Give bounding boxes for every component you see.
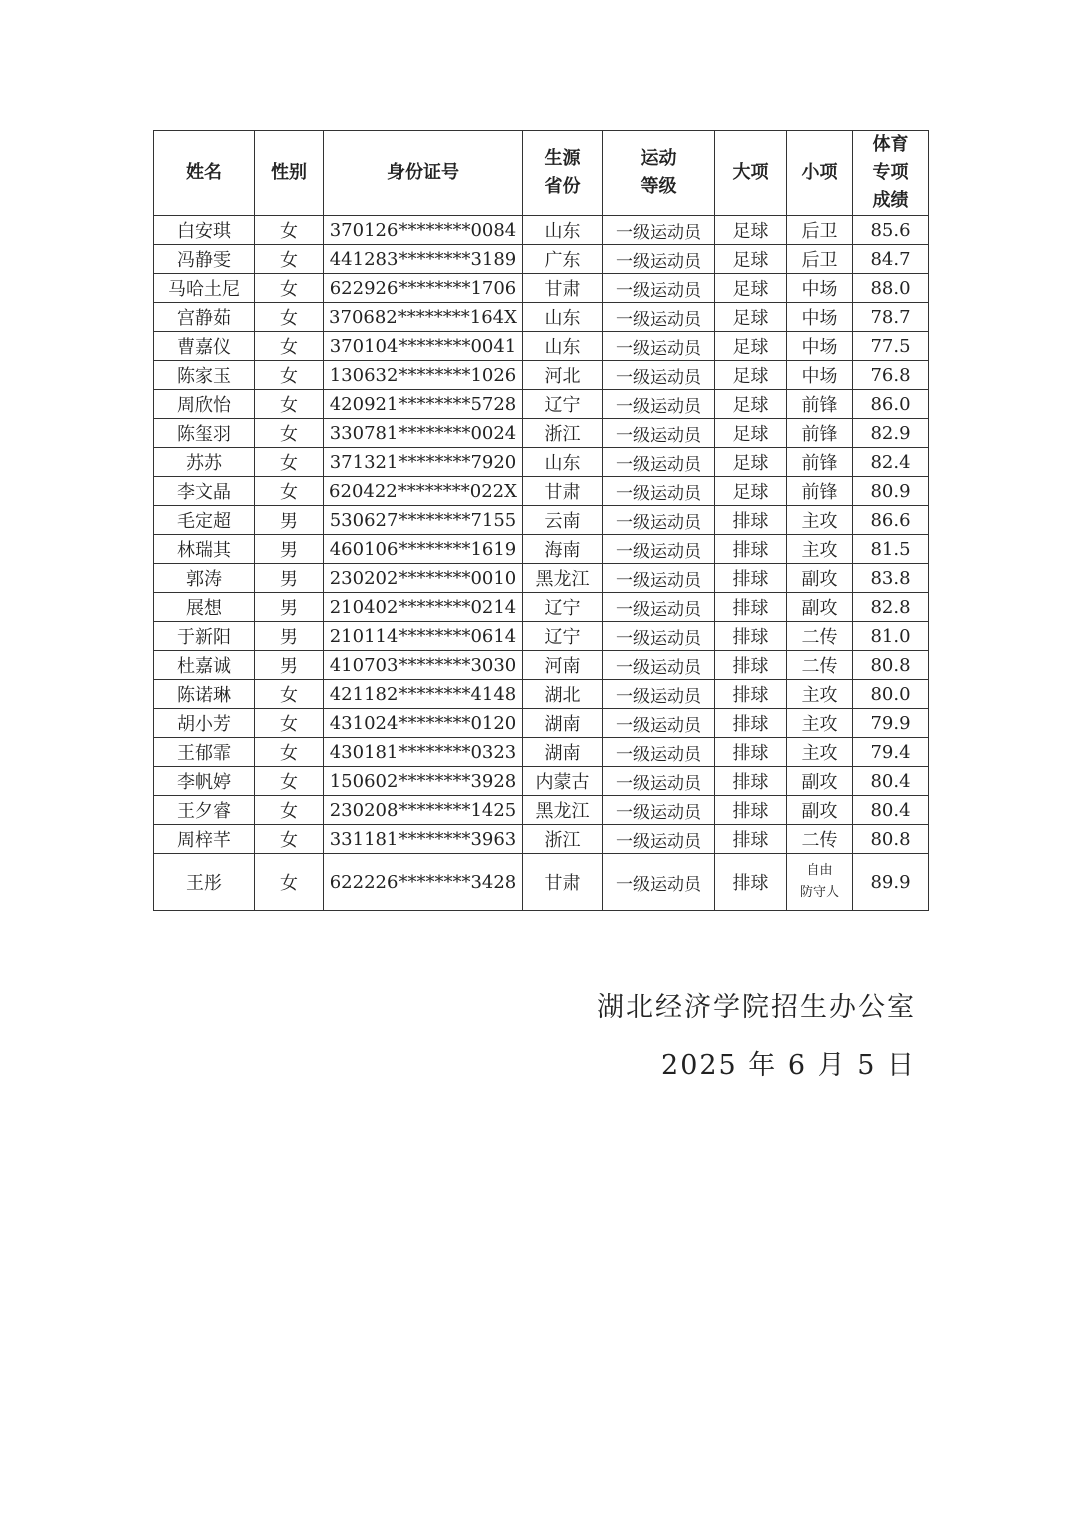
cell-province: 甘肃	[523, 854, 603, 911]
cell-position: 副攻	[787, 796, 853, 825]
cell-score: 77.5	[853, 332, 929, 361]
cell-score: 83.8	[853, 564, 929, 593]
cell-level: 一级运动员	[603, 854, 715, 911]
table-row	[154, 825, 929, 854]
cell-name: 毛定超	[154, 506, 255, 535]
cell-gender: 女	[255, 680, 324, 709]
table-row	[154, 216, 929, 245]
cell-gender: 女	[255, 274, 324, 303]
cell-score: 82.8	[853, 593, 929, 622]
cell-id-number: 370104********0041	[324, 332, 523, 361]
cell-level: 一级运动员	[603, 477, 715, 506]
cell-score: 81.5	[853, 535, 929, 564]
cell-level: 一级运动员	[603, 622, 715, 651]
cell-level: 一级运动员	[603, 419, 715, 448]
cell-sport: 排球	[715, 854, 787, 911]
cell-score: 80.8	[853, 825, 929, 854]
cell-position: 中场	[787, 303, 853, 332]
cell-gender: 女	[255, 361, 324, 390]
cell-name: 李文晶	[154, 477, 255, 506]
cell-id-number: 530627********7155	[324, 506, 523, 535]
cell-position: 后卫	[787, 245, 853, 274]
table-row	[154, 709, 929, 738]
cell-id-number: 460106********1619	[324, 535, 523, 564]
cell-province: 云南	[523, 506, 603, 535]
cell-score: 88.0	[853, 274, 929, 303]
cell-province: 甘肃	[523, 477, 603, 506]
cell-sport: 排球	[715, 564, 787, 593]
cell-gender: 男	[255, 535, 324, 564]
table-row	[154, 680, 929, 709]
cell-level: 一级运动员	[603, 564, 715, 593]
cell-sport: 排球	[715, 709, 787, 738]
table-row	[154, 767, 929, 796]
cell-sport: 排球	[715, 767, 787, 796]
header-gender-text: 性别	[271, 162, 307, 183]
cell-id-number: 430181********0323	[324, 738, 523, 767]
cell-position: 主攻	[787, 709, 853, 738]
cell-gender: 女	[255, 477, 324, 506]
cell-position: 主攻	[787, 738, 853, 767]
cell-name: 陈家玉	[154, 361, 255, 390]
cell-level: 一级运动员	[603, 390, 715, 419]
cell-score: 80.0	[853, 680, 929, 709]
cell-position: 前锋	[787, 448, 853, 477]
cell-province: 海南	[523, 535, 603, 564]
cell-score: 80.4	[853, 767, 929, 796]
header-position-text: 小项	[801, 162, 838, 183]
cell-score: 79.4	[853, 738, 929, 767]
cell-province: 内蒙古	[523, 767, 603, 796]
table-header-row	[154, 131, 929, 216]
cell-name: 冯静雯	[154, 245, 255, 274]
table-row	[154, 274, 929, 303]
cell-level: 一级运动员	[603, 535, 715, 564]
cell-id-number: 331181********3963	[324, 825, 523, 854]
cell-name: 展想	[154, 593, 255, 622]
cell-name: 周梓芊	[154, 825, 255, 854]
cell-score: 80.8	[853, 651, 929, 680]
cell-sport: 排球	[715, 535, 787, 564]
cell-id-number: 441283********3189	[324, 245, 523, 274]
cell-score: 82.4	[853, 448, 929, 477]
cell-position: 副攻	[787, 593, 853, 622]
cell-score: 86.6	[853, 506, 929, 535]
cell-name: 苏苏	[154, 448, 255, 477]
cell-sport: 排球	[715, 506, 787, 535]
cell-sport: 排球	[715, 593, 787, 622]
cell-sport: 足球	[715, 245, 787, 274]
cell-score: 76.8	[853, 361, 929, 390]
cell-sport: 足球	[715, 303, 787, 332]
cell-id-number: 420921********5728	[324, 390, 523, 419]
cell-score: 78.7	[853, 303, 929, 332]
cell-position: 主攻	[787, 535, 853, 564]
cell-name: 曹嘉仪	[154, 332, 255, 361]
cell-position: 中场	[787, 361, 853, 390]
cell-score: 82.9	[853, 419, 929, 448]
cell-position: 副攻	[787, 564, 853, 593]
cell-name: 林瑞其	[154, 535, 255, 564]
header-sport-text: 大项	[732, 162, 769, 183]
cell-level: 一级运动员	[603, 593, 715, 622]
cell-level: 一级运动员	[603, 274, 715, 303]
cell-gender: 男	[255, 506, 324, 535]
cell-name: 宫静茹	[154, 303, 255, 332]
cell-sport: 足球	[715, 216, 787, 245]
cell-level: 一级运动员	[603, 709, 715, 738]
cell-sport: 排球	[715, 622, 787, 651]
cell-position: 前锋	[787, 390, 853, 419]
header-score-text: 体育 专项 成绩	[872, 134, 909, 211]
cell-name: 于新阳	[154, 622, 255, 651]
cell-level: 一级运动员	[603, 680, 715, 709]
cell-sport: 排球	[715, 796, 787, 825]
cell-position: 前锋	[787, 477, 853, 506]
cell-id-number: 622226********3428	[324, 854, 523, 911]
cell-name: 李帆婷	[154, 767, 255, 796]
cell-score: 81.0	[853, 622, 929, 651]
cell-province: 湖南	[523, 738, 603, 767]
table-row	[154, 245, 929, 274]
cell-level: 一级运动员	[603, 767, 715, 796]
cell-id-number: 230208********1425	[324, 796, 523, 825]
cell-province: 山东	[523, 303, 603, 332]
cell-position: 二传	[787, 825, 853, 854]
cell-name: 郭涛	[154, 564, 255, 593]
cell-gender: 女	[255, 245, 324, 274]
cell-position: 二传	[787, 651, 853, 680]
table-row	[154, 448, 929, 477]
table-row	[154, 506, 929, 535]
cell-id-number: 370682********164X	[324, 303, 523, 332]
cell-id-number: 370126********0084	[324, 216, 523, 245]
cell-name: 马哈土尼	[154, 274, 255, 303]
cell-sport: 排球	[715, 825, 787, 854]
cell-province: 辽宁	[523, 390, 603, 419]
cell-position: 主攻	[787, 506, 853, 535]
admission-table	[153, 130, 929, 911]
cell-name: 王夕睿	[154, 796, 255, 825]
table-row	[154, 564, 929, 593]
cell-level: 一级运动员	[603, 825, 715, 854]
cell-id-number: 431024********0120	[324, 709, 523, 738]
cell-id-number: 620422********022X	[324, 477, 523, 506]
cell-id-number: 210114********0614	[324, 622, 523, 651]
header-level	[603, 131, 715, 216]
cell-province: 山东	[523, 216, 603, 245]
cell-level: 一级运动员	[603, 506, 715, 535]
cell-position: 副攻	[787, 767, 853, 796]
cell-id-number: 410703********3030	[324, 651, 523, 680]
cell-province: 河北	[523, 361, 603, 390]
header-name	[154, 131, 255, 216]
table-row	[154, 796, 929, 825]
cell-gender: 男	[255, 564, 324, 593]
cell-name: 白安琪	[154, 216, 255, 245]
cell-gender: 女	[255, 709, 324, 738]
table-row	[154, 332, 929, 361]
table-row	[154, 535, 929, 564]
cell-name: 周欣怡	[154, 390, 255, 419]
cell-province: 湖南	[523, 709, 603, 738]
header-position	[787, 131, 853, 216]
header-gender	[255, 131, 324, 216]
table-row	[154, 854, 929, 911]
table-row	[154, 303, 929, 332]
cell-sport: 足球	[715, 419, 787, 448]
issue-date: 2025 年 6 月 5 日	[661, 1050, 916, 1081]
cell-gender: 女	[255, 216, 324, 245]
header-province-text: 生源 省份	[544, 148, 581, 197]
table-row	[154, 477, 929, 506]
header-sport	[715, 131, 787, 216]
cell-id-number: 622926********1706	[324, 274, 523, 303]
cell-sport: 足球	[715, 274, 787, 303]
cell-gender: 女	[255, 390, 324, 419]
cell-position: 二传	[787, 622, 853, 651]
cell-gender: 男	[255, 593, 324, 622]
cell-sport: 足球	[715, 332, 787, 361]
issuer-organization: 湖北经济学院招生办公室	[597, 992, 916, 1023]
cell-gender: 女	[255, 825, 324, 854]
cell-id-number: 210402********0214	[324, 593, 523, 622]
cell-gender: 女	[255, 448, 324, 477]
cell-level: 一级运动员	[603, 332, 715, 361]
table-row	[154, 361, 929, 390]
cell-level: 一级运动员	[603, 651, 715, 680]
cell-province: 浙江	[523, 825, 603, 854]
header-level-text: 运动 等级	[640, 148, 677, 197]
cell-sport: 足球	[715, 361, 787, 390]
cell-gender: 女	[255, 796, 324, 825]
cell-province: 山东	[523, 332, 603, 361]
cell-id-number: 130632********1026	[324, 361, 523, 390]
cell-province: 山东	[523, 448, 603, 477]
cell-score: 80.4	[853, 796, 929, 825]
header-province	[523, 131, 603, 216]
cell-position: 前锋	[787, 419, 853, 448]
cell-name: 陈玺羽	[154, 419, 255, 448]
cell-province: 辽宁	[523, 593, 603, 622]
cell-gender: 女	[255, 854, 324, 911]
cell-sport: 足球	[715, 477, 787, 506]
cell-sport: 排球	[715, 651, 787, 680]
cell-sport: 排球	[715, 738, 787, 767]
header-id-number	[324, 131, 523, 216]
cell-province: 辽宁	[523, 622, 603, 651]
cell-position: 后卫	[787, 216, 853, 245]
cell-id-number: 371321********7920	[324, 448, 523, 477]
cell-name: 王郁霏	[154, 738, 255, 767]
cell-sport: 足球	[715, 448, 787, 477]
cell-id-number: 150602********3928	[324, 767, 523, 796]
cell-name: 陈诺琳	[154, 680, 255, 709]
cell-name: 杜嘉诚	[154, 651, 255, 680]
table-row	[154, 419, 929, 448]
cell-gender: 女	[255, 767, 324, 796]
header-name-text: 姓名	[186, 162, 222, 183]
cell-name: 胡小芳	[154, 709, 255, 738]
cell-level: 一级运动员	[603, 448, 715, 477]
table-row	[154, 651, 929, 680]
cell-score: 79.9	[853, 709, 929, 738]
cell-province: 黑龙江	[523, 796, 603, 825]
table-row	[154, 622, 929, 651]
table-row	[154, 593, 929, 622]
cell-name: 王彤	[154, 854, 255, 911]
header-id-number-text: 身份证号	[387, 162, 459, 183]
cell-sport: 足球	[715, 390, 787, 419]
cell-level: 一级运动员	[603, 216, 715, 245]
cell-score: 84.7	[853, 245, 929, 274]
cell-province: 甘肃	[523, 274, 603, 303]
cell-id-number: 421182********4148	[324, 680, 523, 709]
table-row	[154, 738, 929, 767]
cell-position: 主攻	[787, 680, 853, 709]
cell-level: 一级运动员	[603, 303, 715, 332]
cell-province: 湖北	[523, 680, 603, 709]
cell-province: 广东	[523, 245, 603, 274]
cell-province: 黑龙江	[523, 564, 603, 593]
cell-level: 一级运动员	[603, 361, 715, 390]
cell-level: 一级运动员	[603, 738, 715, 767]
cell-gender: 男	[255, 622, 324, 651]
cell-level: 一级运动员	[603, 245, 715, 274]
cell-gender: 女	[255, 332, 324, 361]
cell-score: 80.9	[853, 477, 929, 506]
cell-level: 一级运动员	[603, 796, 715, 825]
cell-id-number: 230202********0010	[324, 564, 523, 593]
cell-gender: 女	[255, 303, 324, 332]
cell-score: 85.6	[853, 216, 929, 245]
cell-province: 河南	[523, 651, 603, 680]
cell-position: 中场	[787, 332, 853, 361]
cell-province: 浙江	[523, 419, 603, 448]
cell-id-number: 330781********0024	[324, 419, 523, 448]
cell-position: 中场	[787, 274, 853, 303]
header-score	[853, 131, 929, 216]
cell-score: 89.9	[853, 854, 929, 911]
cell-gender: 女	[255, 419, 324, 448]
cell-sport: 排球	[715, 680, 787, 709]
cell-gender: 女	[255, 738, 324, 767]
cell-score: 86.0	[853, 390, 929, 419]
cell-position: 自由 防守人	[787, 854, 853, 911]
table-body	[154, 216, 929, 911]
cell-gender: 男	[255, 651, 324, 680]
table-row	[154, 390, 929, 419]
